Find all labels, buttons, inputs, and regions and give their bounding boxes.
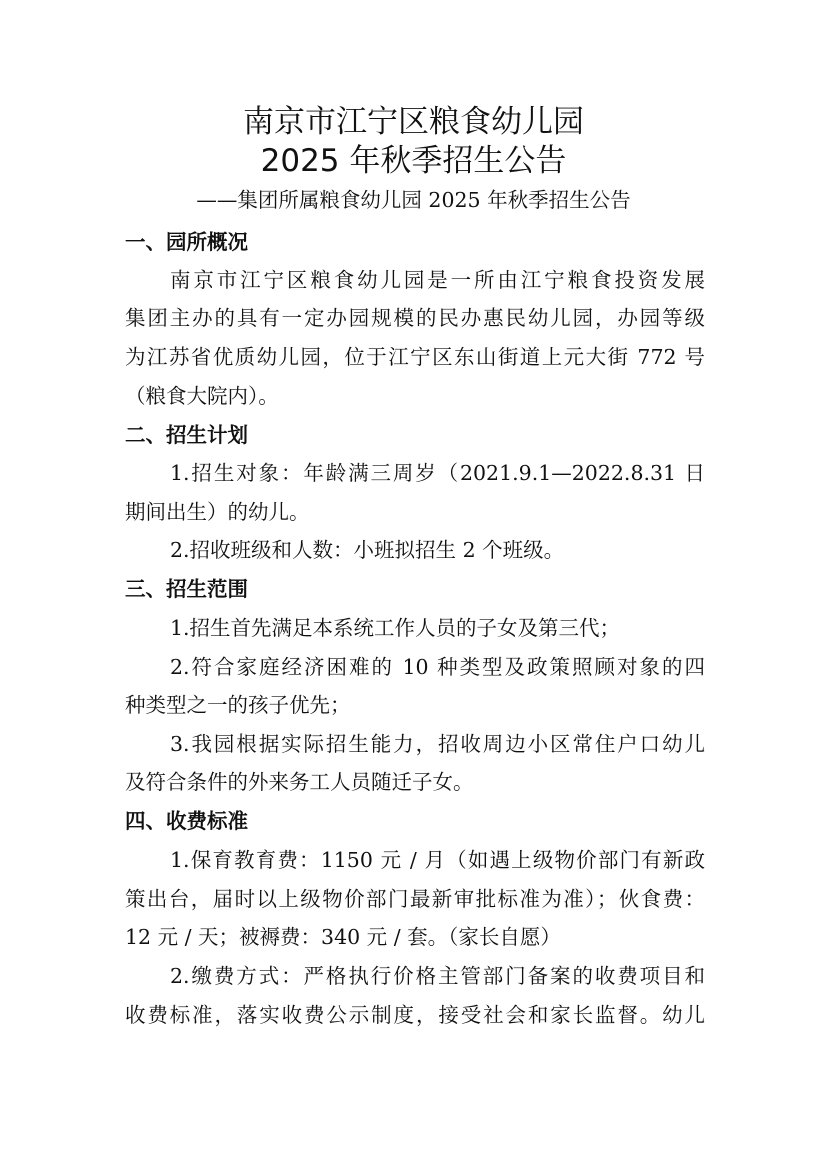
paragraph-line: 1.招生首先满足本系统工作人员的子女及第三代； <box>170 616 621 640</box>
document-subtitle: ——集团所属粮食幼儿园 2025 年秋季招生公告 <box>196 188 631 212</box>
paragraph-line: 1.保育教育费：1150 元 / 月（如遇上级物价部门有新政 <box>170 848 705 872</box>
paragraph-line: 2.符合家庭经济困难的 10 种类型及政策照顾对象的四 <box>170 655 705 679</box>
paragraph-line: （粮食大院内）。 <box>125 384 279 408</box>
paragraph-line: 收费标准，落实收费公示制度，接受社会和家长监督。幼儿 <box>125 1003 705 1027</box>
paragraph-line: 为江苏省优质幼儿园，位于江宁区东山街道上元大街 772 号 <box>125 345 705 369</box>
paragraph-line: 及符合条件的外来务工人员随迁子女。 <box>125 770 474 794</box>
paragraph-line: 1.招生对象：年龄满三周岁（2021.9.1—2022.8.31 日 <box>170 461 705 485</box>
paragraph-line: 南京市江宁区粮食幼儿园是一所由江宁粮食投资发展 <box>170 268 705 292</box>
paragraph-line: 策出台，届时以上级物价部门最新审批标准为准）；伙食费： <box>125 887 705 911</box>
paragraph-line: 2.招收班级和人数：小班拟招生 2 个班级。 <box>170 538 565 562</box>
paragraph-line: 2.缴费方式：严格执行价格主管部门备案的收费项目和 <box>170 964 705 988</box>
section-heading-fees: 四、收费标准 <box>125 809 248 833</box>
paragraph-line: 12 元 / 天；被褥费：340 元 / 套。（家长自愿） <box>125 925 561 949</box>
paragraph-line: 种类型之一的孩子优先； <box>125 693 351 717</box>
paragraph-line: 期间出生）的幼儿。 <box>125 500 310 524</box>
document-title-line1: 南京市江宁区粮食幼儿园 <box>243 104 584 140</box>
document-title-line2: 2025 年秋季招生公告 <box>260 143 567 179</box>
section-heading-plan: 二、招生计划 <box>125 423 248 447</box>
paragraph-line: 集团主办的具有一定办园规模的民办惠民幼儿园，办园等级 <box>125 306 705 330</box>
section-heading-overview: 一、园所概况 <box>125 230 248 254</box>
paragraph-line: 3.我园根据实际招生能力，招收周边小区常住户口幼儿 <box>170 732 705 756</box>
section-heading-scope: 三、招生范围 <box>125 577 248 601</box>
